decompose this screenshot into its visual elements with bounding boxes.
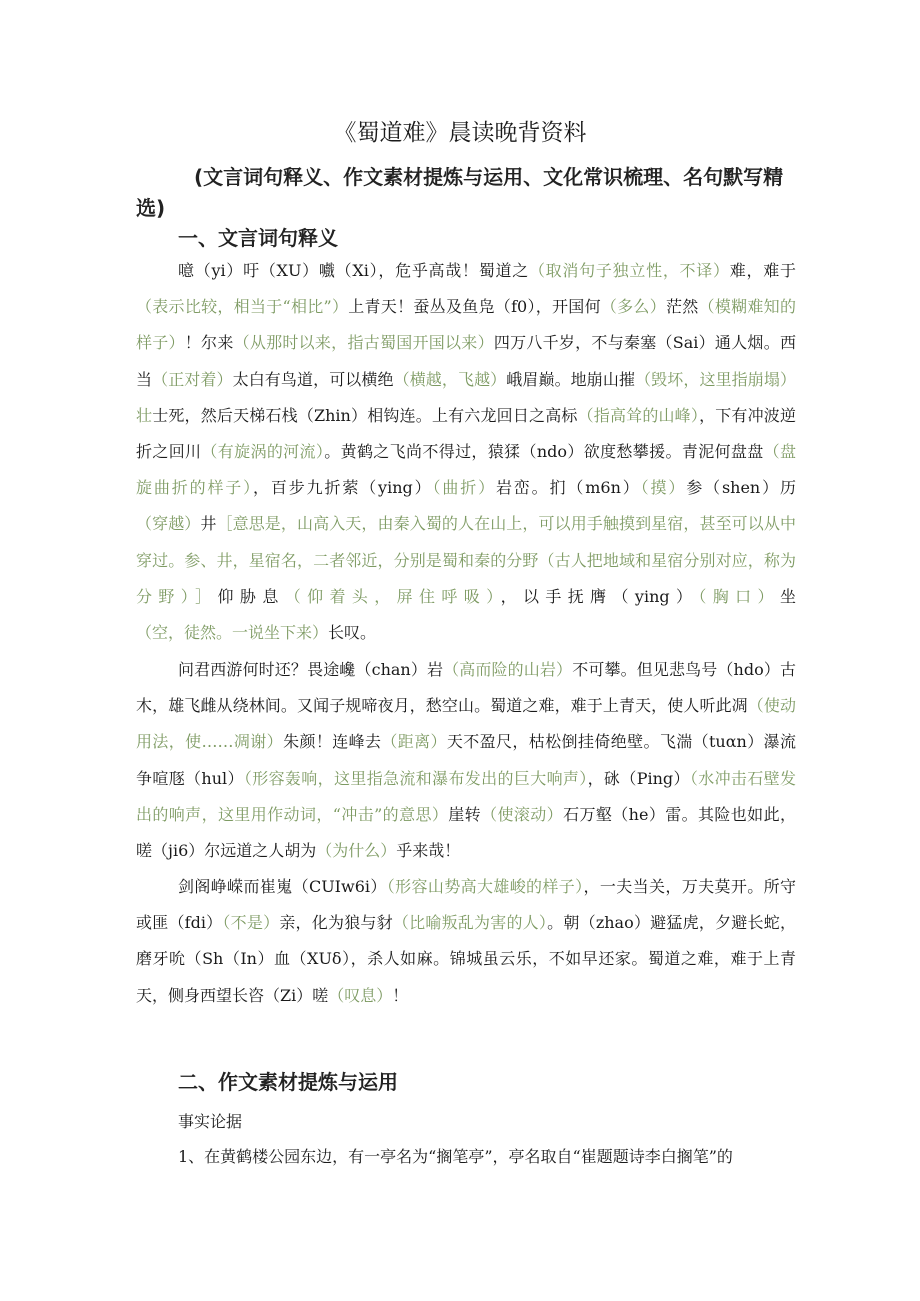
- body-text: 亲，化为狼与豺: [279, 913, 393, 933]
- annotation-text: （正对着）: [152, 369, 233, 389]
- annotation-text: （胸口）: [698, 586, 780, 606]
- body-text: 朱颜！连峰去: [283, 732, 382, 752]
- subtitle-text: (文言词句释义、作文素材提炼与运用、文化常识梳理、名句默写精选): [136, 165, 784, 220]
- body-text: 井: [200, 514, 217, 534]
- body-text: 岩峦。扪（m6n）: [495, 478, 641, 498]
- annotation-text: （摸）: [640, 478, 687, 498]
- annotation-text: （使滚动）: [481, 804, 564, 824]
- body-text: 士死，然后天梯石栈（Zhin）相钩连。上有六龙回日之高标: [152, 405, 578, 425]
- paragraph-3: [136, 869, 796, 1014]
- annotation-text: （形容山势高大雄峻的样子）: [386, 877, 584, 896]
- annotation-text: （空，徒然。一说坐下来）: [136, 623, 329, 643]
- body-text: ，以手抚膺（ying）: [500, 586, 699, 606]
- annotation-text: （使动用法，使……凋谢）: [136, 696, 796, 752]
- document-title: 《蜀道难》晨读晚背资料: [333, 120, 587, 146]
- section-heading-1: 一、文言词句释义: [178, 226, 338, 250]
- body-text: 难，难于: [729, 261, 796, 280]
- annotation-text: （高而险的山岩）: [443, 660, 573, 679]
- annotation-text: ［意思是，山高入天，由秦入蜀的人在山上，可以用手触摸到星宿，甚至可以从中穿过。参、井，星宿名，二者邻近，分别是蜀和秦的分野（古人把地域和星宿分别对应，称为分野）］: [136, 514, 796, 606]
- body-text: 长叹。: [328, 623, 377, 643]
- section-heading-2: 二、作文素材提炼与运用: [178, 1070, 398, 1094]
- annotation-text: （有旋涡的河流）: [201, 442, 325, 462]
- body-text: ，一夫当关，万夫莫开。所守或匪（fdi）: [136, 877, 796, 933]
- body-text: 峨眉巅。地崩山摧: [506, 369, 636, 389]
- body-text: 太白有鸟道，可以横绝: [232, 369, 394, 389]
- annotation-text: （毁坏，这里指崩塌）壮: [136, 369, 796, 425]
- body-text: 茫然: [665, 297, 699, 317]
- body-text: 崖转: [448, 804, 482, 824]
- body-text: 四万八千岁，不与秦塞（Sai）通人烟。西当: [136, 333, 796, 389]
- annotation-text: （曲折）: [432, 478, 496, 498]
- annotation-text: （模糊难知的样子）: [136, 297, 796, 353]
- annotation-text: （不是）: [222, 913, 280, 933]
- body-text: 。黄鹤之飞尚不得过，猿猱（ndo）欲度愁攀援。青泥何盘盘: [324, 442, 764, 462]
- annotation-text: （盘旋曲折的样子）: [136, 442, 796, 498]
- body-text: 天不盈尺，枯松倒挂倚绝壁。飞湍（tuαn）瀑流争喧豗（hul）: [136, 732, 796, 788]
- body-text: ！: [392, 985, 409, 1005]
- annotation-text: （穿越）: [136, 514, 201, 534]
- body-text: 。朝（zhao）避猛虎，夕避长蛇，磨牙吮（Sh（In）血（XUδ），杀人如麻。锦城虽云乐，不如早还家。蜀道之难，难于上青天，侧身西望长咨（Zi）嗟: [136, 913, 796, 1005]
- annotation-text: （比喻叛乱为害的人）: [392, 913, 548, 933]
- annotation-text: （表示比较，相当于“相比”）: [136, 297, 349, 317]
- annotation-text: （水冲击石壁发出的响声，这里用作动词，“冲击”的意思）: [136, 768, 796, 824]
- annotation-text: （横越，飞越）: [393, 369, 507, 389]
- body-text: 上青天！蚕丛及鱼凫（f0），开国何: [348, 297, 601, 317]
- evidence-item-1: 1、在黄鹤楼公园东边，有一亭名为“搁笔亭”，亭名取自“崔题题诗李白搁笔”的: [178, 1147, 733, 1166]
- body-text: 坐: [779, 586, 796, 606]
- document-subtitle: [136, 162, 796, 224]
- body-text: 仰胁息: [217, 586, 285, 606]
- body-text: ，下有冲波逆折之回川: [136, 405, 796, 462]
- annotation-text: （指高耸的山峰）: [577, 405, 700, 425]
- annotation-text: （距离）: [381, 732, 447, 752]
- evidence-label: 事实论据: [178, 1112, 243, 1131]
- body-text: 问君西游何时还？畏途巉（chan）岩: [178, 660, 444, 679]
- body-text: 石万壑（he）雷。其险也如此，嗟（ji6）尔远道之人胡为: [136, 804, 796, 861]
- body-text: 不可攀。但见悲鸟号（hdo）古木，雄飞雌从绕林间。又闻子规啼夜月，愁空山。蜀道之难，难于上青天，使人听此凋: [136, 660, 796, 716]
- annotation-text: （仰着头，屏住呼吸）: [284, 586, 501, 606]
- paragraph-2: [136, 652, 796, 869]
- annotation-text: （取消句子独立性，不译）: [528, 261, 730, 280]
- body-text: 噫（yi）吁（XU）嚱（Xi），危乎高哉！蜀道之: [178, 261, 529, 280]
- paragraph-1: [136, 253, 796, 651]
- annotation-text: （多么）: [600, 297, 666, 317]
- annotation-text: （为什么）: [316, 841, 397, 861]
- annotation-text: （叹息）: [328, 985, 393, 1005]
- body-text: ！尔来: [184, 333, 234, 353]
- body-text: ，砯（Ping）: [587, 768, 690, 788]
- body-text: ，百步九折萦（ying）: [253, 478, 433, 498]
- annotation-text: （从那时以来，指古蜀国开国以来）: [233, 333, 494, 353]
- body-text: 剑阁峥嵘而崔嵬（CUIw6i）: [178, 877, 387, 896]
- annotation-text: （形容轰响，这里指急流和瀑布发出的巨大响声）: [243, 768, 588, 788]
- body-text: 乎来哉！: [396, 841, 461, 861]
- body-text: 参（shen）历: [686, 478, 796, 498]
